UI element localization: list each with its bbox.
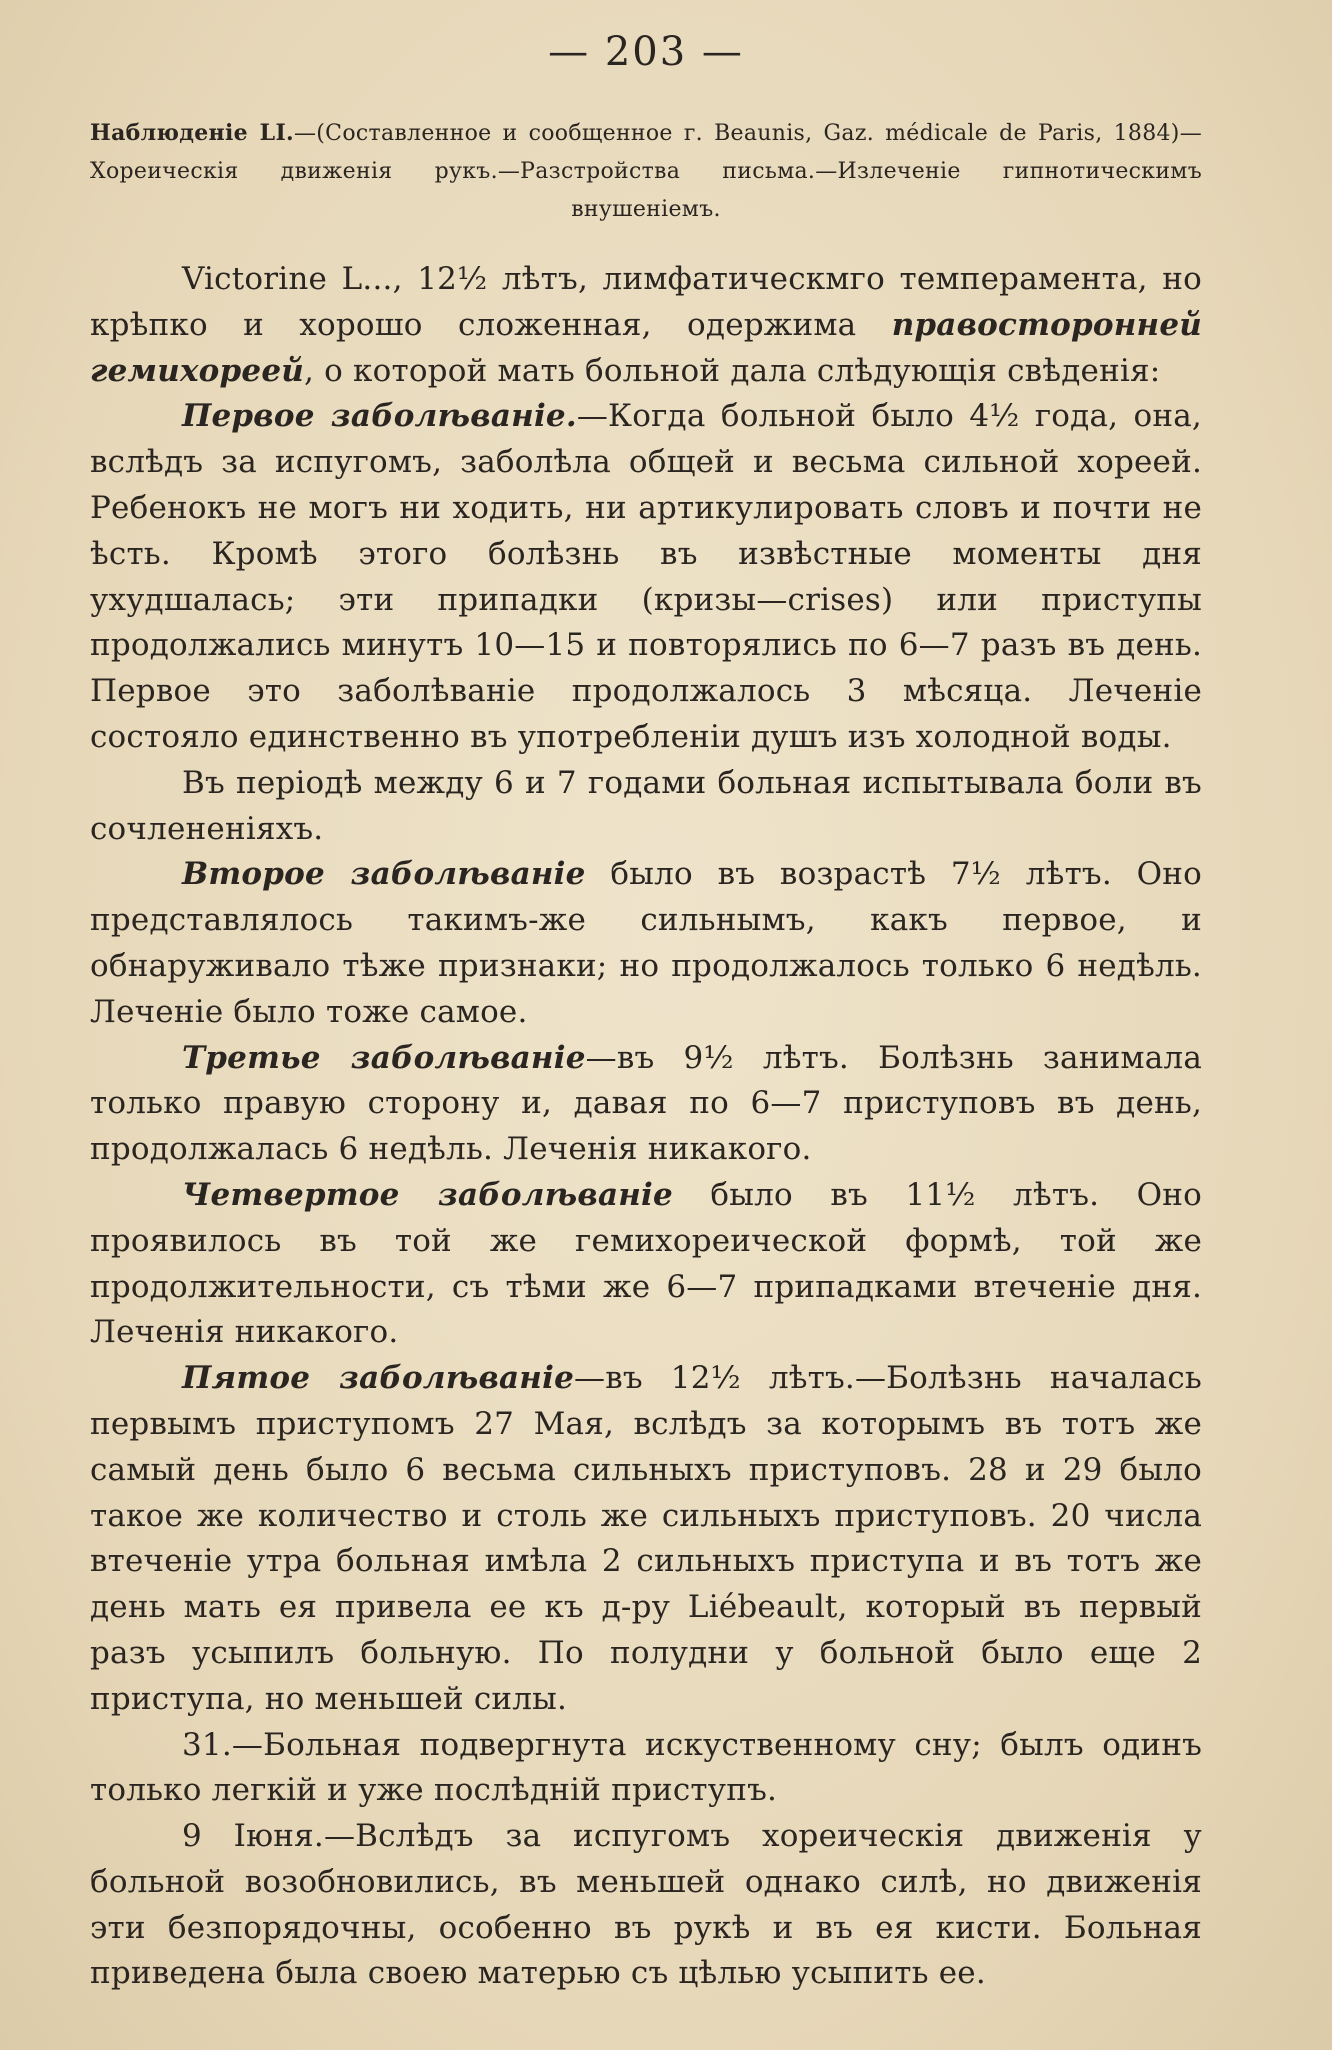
italic-term: Первое заболѣваніе. <box>182 398 577 435</box>
text-run: было въ 11½ лѣтъ. Оно проявилось въ той же гемихореической формѣ, той же продолжительности, съ тѣми же 6—7 припадками втеченіе дня. Леченія никакого. <box>90 1176 1202 1351</box>
paragraph <box>90 1173 1202 1356</box>
paragraph <box>90 1036 1202 1173</box>
observation-description: —(Составленное и сообщенное г. Beaunis, Gaz. médicale de Paris, 1884)—Хореическія движенія рукъ.—Разстройства письма.—Излеченіе гипнотическимъ внушеніемъ. <box>90 121 1202 222</box>
text-run: Victorine L..., 12½ лѣтъ, лимфатическмго темперамента, но крѣпко и хорошо сложенная, одержима <box>90 261 1202 343</box>
body-text <box>90 257 1202 1997</box>
paragraph <box>90 1814 1202 1997</box>
paragraph <box>90 1723 1202 1815</box>
text-run: —въ 9½ лѣтъ. Болѣзнь занимала только правую сторону и, давая по 6—7 приступовъ въ день, продолжалась 6 недѣль. Леченія никакого. <box>90 1039 1203 1168</box>
italic-term: Третье заболѣваніе <box>182 1039 586 1076</box>
paragraph <box>90 761 1202 853</box>
text-run: было въ возрастѣ 7½ лѣтъ. Оно представлялось такимъ-же сильнымъ, какъ первое, и обнаруживало тѣже признаки; но продолжалось только 6 недѣль. Леченіе было тоже самое. <box>90 856 1202 1030</box>
page-number: — 203 — <box>548 29 744 75</box>
paragraph <box>90 1356 1202 1722</box>
paragraph <box>90 852 1202 1035</box>
italic-term: Пятое заболѣваніе <box>182 1360 575 1397</box>
italic-term: Второе заболѣваніе <box>182 856 586 893</box>
text-run: —Когда больной было 4½ года, она, вслѣдъ за испугомъ, заболѣла общей и весьма сильной хореей. Ребенокъ не могъ ни ходить, ни артикулировать словъ и почти не ѣсть. Кромѣ этого болѣзнь въ извѣстные моменты дня ухудшалась; эти припадки (кризы—crises) или приступы продолжались минутъ 10—15 и повторялись по 6—7 разъ въ день. Первое это заболѣваніе продолжалось 3 мѣсяца. Леченіе состояло единственно въ употребленіи душъ изъ холодной воды. <box>90 398 1202 755</box>
italic-term: Четвертое заболѣваніе <box>182 1176 673 1213</box>
text-run: , о которой мать больной дала слѣдующія свѣденія: <box>304 352 1161 389</box>
italic-term: правосторонней гемихореей <box>90 306 1202 389</box>
text-run: 31.—Больная подвергнута искуственному сну; былъ одинъ только легкій и уже послѣдній приступъ. <box>90 1726 1202 1809</box>
text-run: Въ періодѣ между 6 и 7 годами больная испытывала боли въ сочлененіяхъ. <box>90 764 1202 847</box>
observation-number: Наблюденіе LI. <box>90 120 294 146</box>
observation-heading <box>90 114 1202 229</box>
text-run: 9 Іюня.—Вслѣдъ за испугомъ хореическія движенія у больной возобновились, въ меньшей однако силѣ, но движенія эти безпорядочны, особенно въ рукѣ и въ ея кисти. Больная приведена была своею матерью съ цѣлью усыпить ее. <box>90 1818 1202 1992</box>
paragraph <box>90 257 1202 394</box>
text-run: —въ 12½ лѣтъ.—Болѣзнь началась первымъ приступомъ 27 Мая, вслѣдъ за которымъ въ тотъ же самый день было 6 весьма сильныхъ приступовъ. 28 и 29 было такое же количество и столь же сильныхъ приступовъ. 20 числа втеченіе утра больная имѣла 2 сильныхъ приступа и въ тотъ же день мать ея привела ее къ д-ру Liébeault, который въ первый разъ усыпилъ больную. По полудни у больной было еще 2 приступа, но меньшей силы. <box>90 1360 1202 1717</box>
paragraph <box>90 394 1202 760</box>
